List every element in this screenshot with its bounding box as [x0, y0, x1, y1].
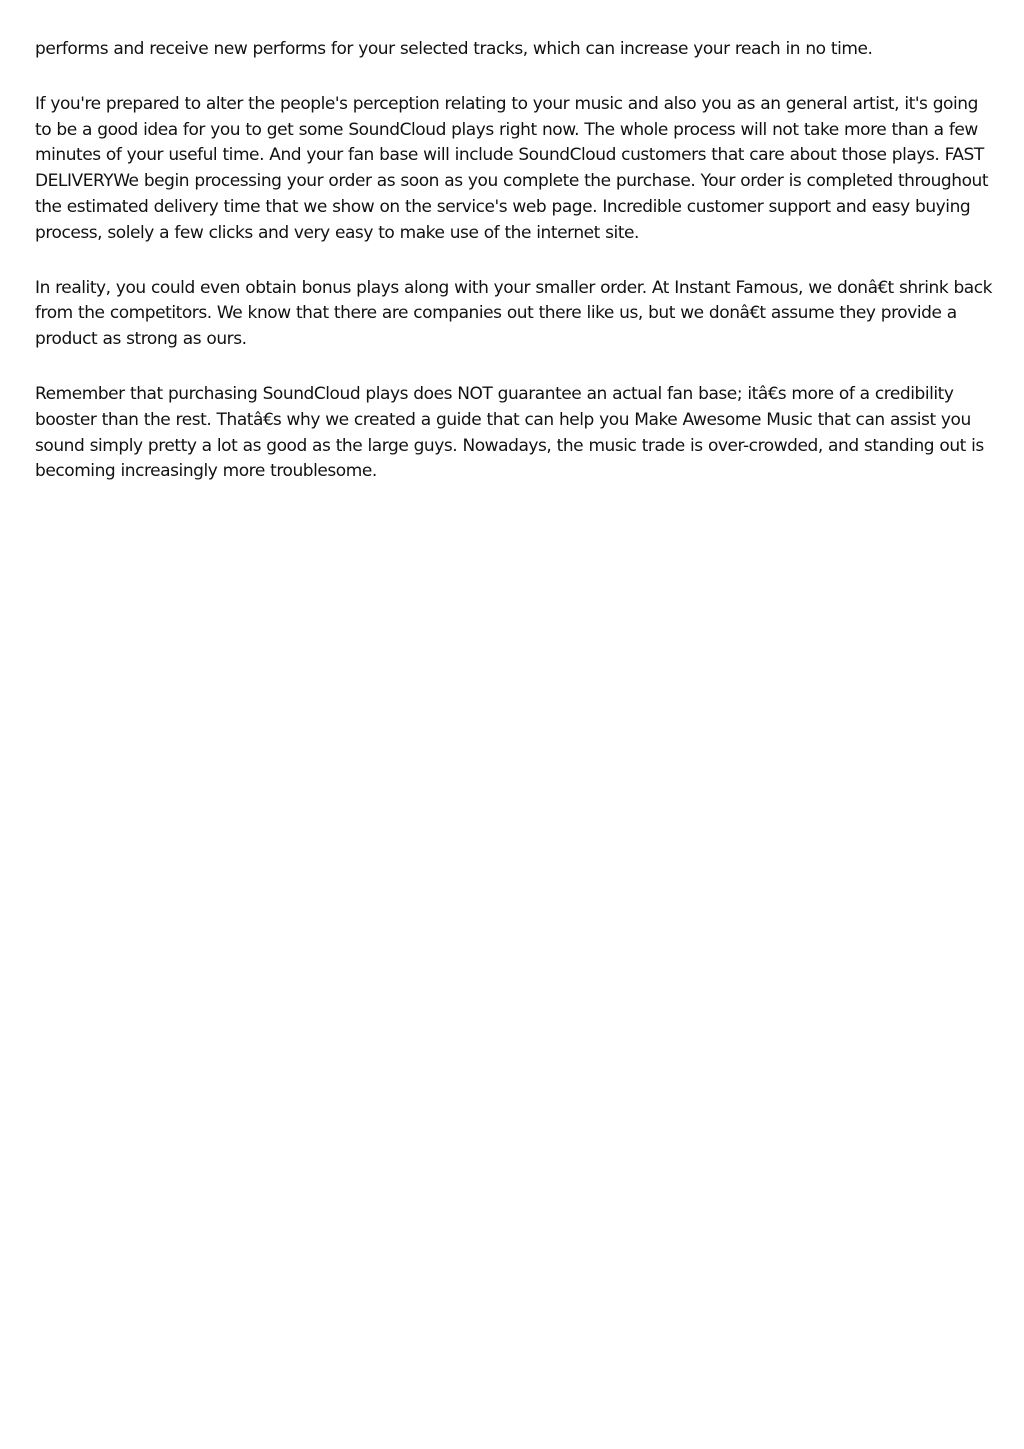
document-body [35, 37, 995, 514]
paragraph-4: Remember that purchasing SoundCloud plays does NOT guarantee an actual fan base; itâ€s more of a credibility booster than the rest. Thatâ€s why we created a guide that can help you Make Awesome Music that can assist you sound simply pretty a lot as good as the large guys. Nowadays, the music trade is over-crowded, and standing out is becoming increasingly more troublesome. [35, 383, 984, 482]
paragraph-2: If you're prepared to alter the people's perception relating to your music and also you as an general artist, it's going to be a good idea for you to get some SoundCloud plays right now. The whole process will not take more than a few minutes of your useful time. And your fan base will include SoundCloud customers that care about those plays. FAST DELIVERYWe begin processing your order as soon as you complete the purchase. Your order is completed throughout the estimated delivery time that we show on the service's web page. Incredible customer support and easy buying process, solely a few clicks and very easy to make use of the internet site. [35, 93, 989, 243]
paragraph-1: performs and receive new performs for your selected tracks, which can increase your reach in no time. [35, 39, 873, 59]
paragraph-3: In reality, you could even obtain bonus plays along with your smaller order. At Instant Famous, we donâ€t shrink back from the competitors. We know that there are companies out there like us, but we donâ€t assume they provide a product as strong as ours. [35, 277, 993, 350]
